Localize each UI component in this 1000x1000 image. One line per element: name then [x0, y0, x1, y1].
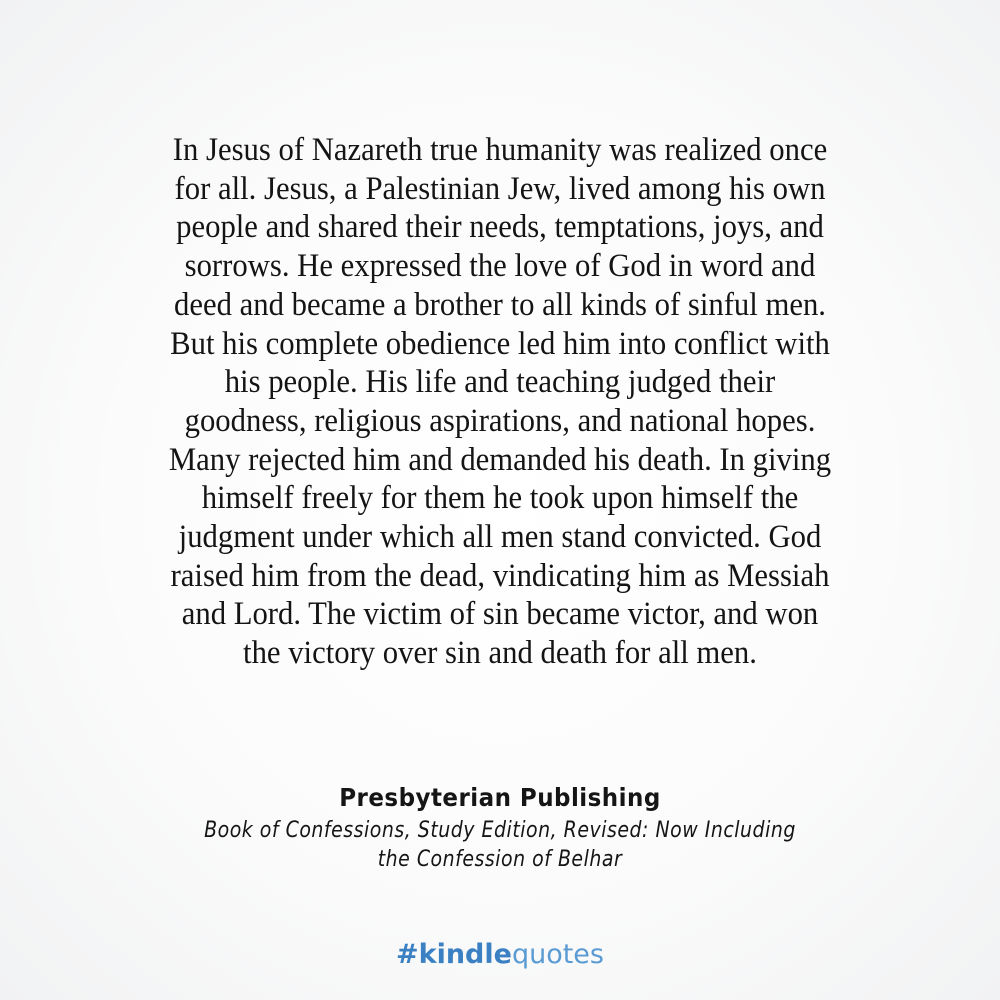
quote-line: In Jesus of Nazareth true humanity was realized once [172, 132, 828, 168]
quote-line: Many rejected him and demanded his death. In giving [168, 441, 832, 478]
attribution [0, 780, 1000, 874]
book-title-line: the Confession of Belhar [377, 847, 623, 872]
quote-line: the victory over sin and death for all men. [243, 635, 757, 672]
quote-text [0, 131, 1000, 673]
quote-line: sorrows. He expressed the love of God in word and [184, 248, 816, 285]
quote-line: deed and became a brother to all kinds of sinful men. [174, 286, 826, 323]
quote-line: raised him from the dead, vindicating him as Messiah [170, 557, 830, 594]
quote-line: people and shared their needs, temptations, joys, and [176, 209, 824, 246]
kindle-quotes-hashtag [0, 937, 1000, 973]
quote-line: But his complete obedience led him into conflict with [170, 325, 830, 362]
hashtag-quotes: quotes [511, 939, 604, 970]
quote-line: himself freely for them he took upon himself the [201, 480, 799, 517]
quote-line: his people. His life and teaching judged their [224, 364, 776, 401]
quote-line: goodness, religious aspirations, and national hopes. [184, 402, 816, 439]
book-title-line: Book of Confessions, Study Edition, Revised: Now Including [204, 818, 796, 843]
hashtag-kindle: #kindle [396, 939, 512, 970]
author-name: Presbyterian Publishing [339, 783, 661, 812]
quote-line: and Lord. The victim of sin became victor, and won [181, 596, 819, 633]
quote-line: judgment under which all men stand convicted. God [178, 519, 822, 556]
quote-line: for all. Jesus, a Palestinian Jew, lived among his own [174, 170, 826, 207]
